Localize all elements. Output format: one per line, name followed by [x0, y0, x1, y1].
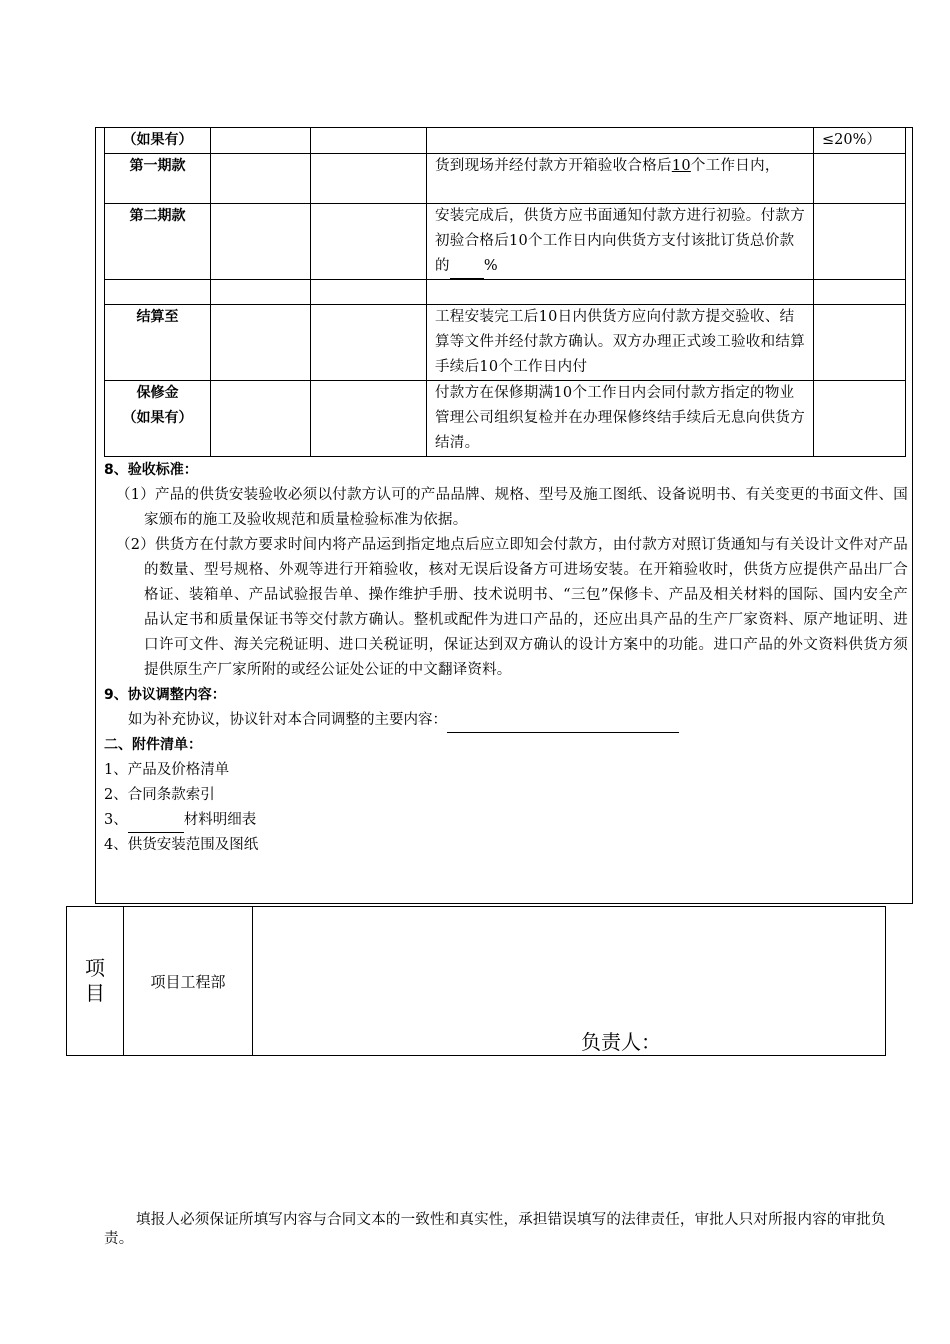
table-row	[105, 305, 906, 381]
list-item: 1、产品及价格清单	[104, 762, 230, 778]
row-description: 工程安装完工后10日内供货方应向付款方提交验收、结算等文件并经付款方确认。双方办理正式竣工验收和结算手续后10个工作日内付	[427, 305, 814, 381]
row-description: 货到现场并经付款方开箱验收合格后10个工作日内，	[427, 154, 814, 204]
signature-area	[253, 907, 886, 1056]
row-label: 结算至	[105, 305, 211, 381]
table-row	[105, 381, 906, 457]
row-description: 付款方在保修期满10个工作日内会同付款方指定的物业管理公司组织复检并在办理保修终结手续后无息向供货方结清。	[427, 381, 814, 457]
project-department-label: 项目工程部	[124, 907, 253, 1056]
table-row	[105, 154, 906, 204]
material-blank	[128, 816, 184, 833]
list-item: 3、 材料明细表	[104, 808, 908, 833]
percent-cap: ≤20%）	[814, 128, 906, 154]
section-heading: 二、附件清单：	[104, 737, 202, 753]
paragraph: （2）供货方在付款方要求时间内将产品运到指定地点后应立即知会付款方，由付款方对照订货通知与有关设计文件对产品的数量、型号规格、外观等进行开箱验收，核对无误后设备方可进场安装。在开箱验收时，供货方应提供产品出厂合格证、装箱单、产品试验报告单、操作维护手册、技术说明书、“三包”保修卡、产品及相关材料的国际、国内安全产品认定书和质量保证书等交付款方确认。整机或配件为进口产品的，还应出具产品的生产厂家资料、原产地证明、进口许可文件、海关完税证明、进口关税证明，保证达到双方确认的设计方案中的功能。进口产品的外文资料供货方须提供原生产厂家所附的或经公证处公证的中文翻译资料。	[116, 537, 908, 678]
list-item: 2、合同条款索引	[104, 787, 215, 803]
payment-table	[104, 127, 906, 457]
row-label: （如果有）	[105, 128, 211, 154]
footer-note: 填报人必须保证所填写内容与合同文本的一致性和真实性，承担错误填写的法律责任，审批人只对所报内容的审批负责。	[104, 1212, 886, 1247]
section-heading: 9、协议调整内容：	[104, 687, 226, 703]
row-label: 第二期款	[105, 204, 211, 280]
table-row	[105, 280, 906, 305]
percent-blank	[450, 262, 484, 279]
table-row	[105, 204, 906, 280]
adjustment-line: 如为补充协议，协议针对本合同调整的主要内容：	[104, 708, 908, 733]
table-row	[105, 128, 906, 154]
contract-body	[104, 458, 908, 858]
signature-table	[66, 906, 886, 1056]
section-heading: 8、验收标准：	[104, 462, 198, 478]
list-item: 4、供货安装范围及图纸	[104, 837, 259, 853]
project-label: 项 目	[67, 907, 124, 1056]
row-description: 安装完成后，供货方应书面通知付款方进行初验。付款方初验合格后10个工作日内向供货方支付该批订货总价款的 %	[427, 204, 814, 280]
responsible-person-label: 负责人：	[581, 1030, 661, 1054]
adjustment-blank	[447, 716, 679, 733]
row-label: 保修金 （如果有）	[105, 381, 211, 457]
paragraph: （1）产品的供货安装验收必须以付款方认可的产品品牌、规格、型号及施工图纸、设备说明书、有关变更的书面文件、国家颁布的施工及验收规范和质量检验标准为依据。	[116, 487, 908, 528]
row-label: 第一期款	[105, 154, 211, 204]
